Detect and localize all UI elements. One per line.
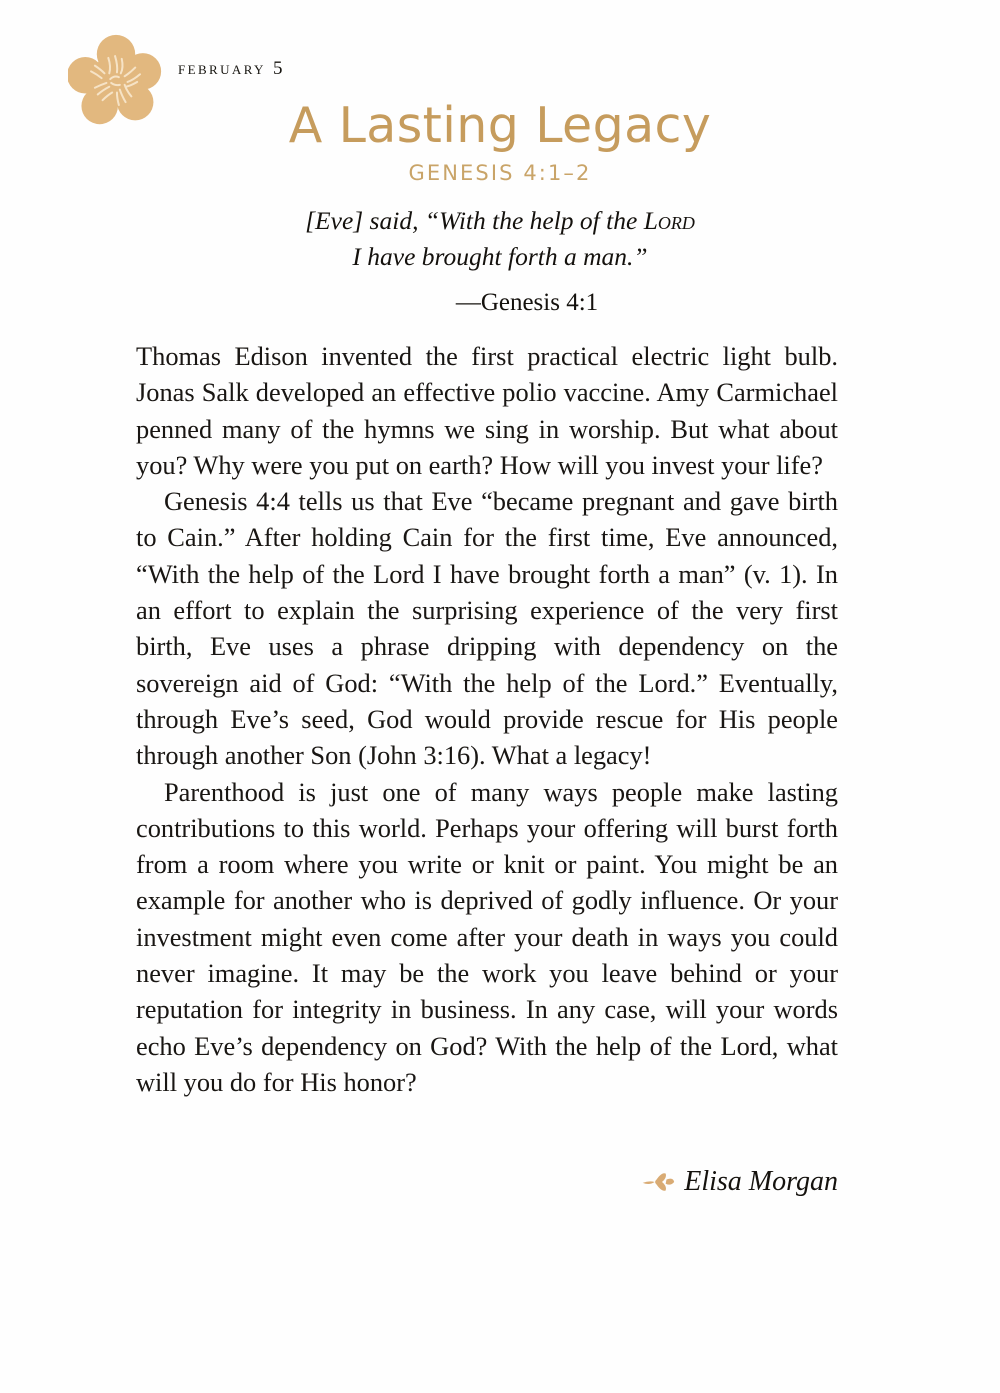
title-block [0, 97, 1000, 185]
body-paragraph-3: Parenthood is just one of many ways people make lasting contributions to this world. Perhaps your offering will burst forth from a room where you write or knit or paint. You might be an example for another who is deprived of godly influence. Or your investment might even come after your death in ways you could never imagine. It may be the work you leave behind or your reputation for integrity in business. In any case, will your words echo Eve’s dependency on God? With the help of the Lord, what will you do for His honor? [136, 776, 838, 1097]
scripture-reference-subtitle: GENESIS 4:1–2 [408, 160, 592, 185]
body-paragraph-1: Thomas Edison invented the first practical electric light bulb. Jonas Salk developed an effective polio vaccine. Amy Carmichael penned many of the hymns we sing in worship. But what about you? Why were you put on earth? How will you invest your life? [136, 341, 838, 480]
author-name: Elisa Morgan [684, 1166, 838, 1197]
epigraph-line-2: I have brought forth a man.” [352, 242, 648, 272]
page-title: A Lasting Legacy [288, 97, 712, 154]
leaf-sprig-icon [641, 1170, 675, 1194]
lord-smallcaps: ord [657, 206, 695, 235]
lord-capital: L [643, 206, 658, 235]
date-label: february 5 [178, 58, 285, 79]
epigraph [0, 203, 1000, 317]
epigraph-line-1-text: [Eve] said, “With the help of the [305, 206, 644, 235]
author-signature [641, 1166, 838, 1198]
epigraph-line-1 [0, 203, 1000, 239]
devotional-body [136, 338, 838, 1100]
epigraph-attribution: —Genesis 4:1 [455, 289, 599, 317]
body-paragraph-2: Genesis 4:4 tells us that Eve “became pregnant and gave birth to Cain.” After holding Cain for the first time, Eve announced, “With the help of the Lord I have brought forth a man” (v. 1). In an effort to explain the surprising experience of the very first birth, Eve uses a phrase dripping with dependency on the sovereign aid of God: “With the help of the Lord.” Eventually, through Eve’s seed, God would provide rescue for His people through another Son (John 3:16). What a legacy! [136, 486, 838, 771]
